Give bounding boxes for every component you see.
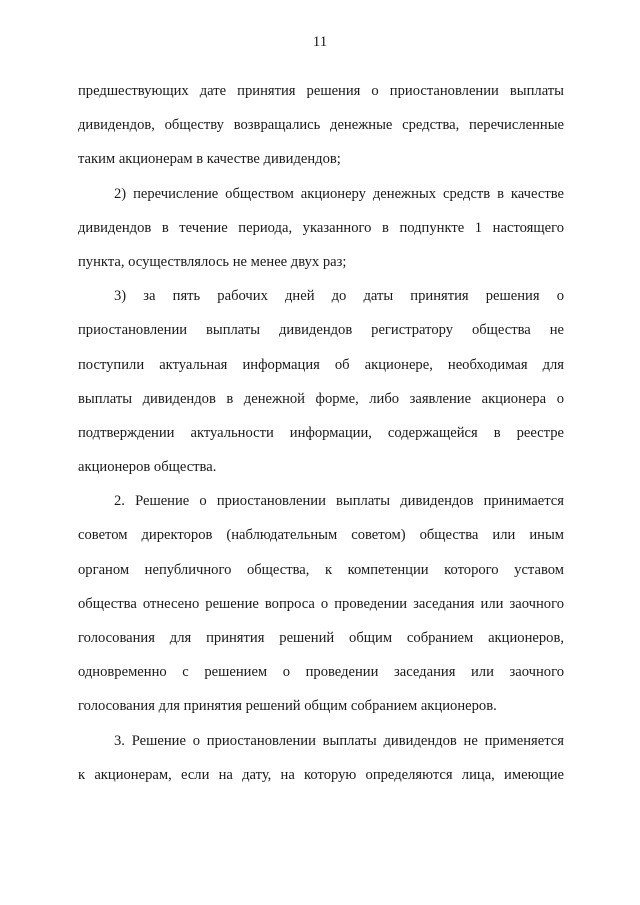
text-line: общества отнесено решение вопроса о проведении заседания или заочного (78, 595, 564, 612)
text-line: голосования для принятия решений общим собранием акционеров. (78, 698, 497, 715)
text-line: одновременно с решением о проведении заседания или заочного (78, 664, 564, 681)
text-line: приостановлении выплаты дивидендов регистратору общества не (78, 322, 564, 339)
text-line: предшествующих дате принятия решения о приостановлении выплаты (78, 83, 564, 99)
paragraph-clause-2 (78, 484, 564, 723)
text-line: органом непубличного общества, к компетенции которого уставом (78, 561, 564, 578)
text-line: дивидендов, обществу возвращались денежные средства, перечисленные (78, 117, 564, 134)
text-line: пункта, осуществлялось не менее двух раз; (78, 253, 347, 270)
paragraph-item-2 (78, 177, 564, 280)
text-line: 2. Решение о приостановлении выплаты дивидендов принимается (114, 493, 564, 510)
text-line: советом директоров (наблюдательным советом) общества или иным (78, 527, 564, 544)
text-line: 3. Решение о приостановлении выплаты дивидендов не применяется (114, 732, 564, 749)
document-body (78, 74, 564, 792)
text-line: акционеров общества. (78, 459, 217, 476)
text-line: таким акционерам в качестве дивидендов; (78, 151, 341, 168)
text-line: 2) перечисление обществом акционеру денежных средств в качестве (114, 185, 564, 202)
paragraph-continuation (78, 74, 564, 177)
paragraph-item-3 (78, 279, 564, 484)
page-number: 11 (312, 34, 328, 50)
text-line: к акционерам, если на дату, на которую определяются лица, имеющие (78, 766, 564, 783)
text-line: поступили актуальная информация об акционере, необходимая для (78, 356, 564, 373)
text-line: подтверждении актуальности информации, содержащейся в реестре (78, 424, 564, 441)
text-line: голосования для принятия решений общим собранием акционеров, (78, 630, 564, 646)
text-line: 3) за пять рабочих дней до даты принятия решения о (114, 288, 564, 305)
text-line: выплаты дивидендов в денежной форме, либо заявление акционера о (78, 390, 564, 407)
text-line: дивидендов в течение периода, указанного в подпункте 1 настоящего (78, 219, 564, 236)
paragraph-clause-3 (78, 724, 564, 792)
